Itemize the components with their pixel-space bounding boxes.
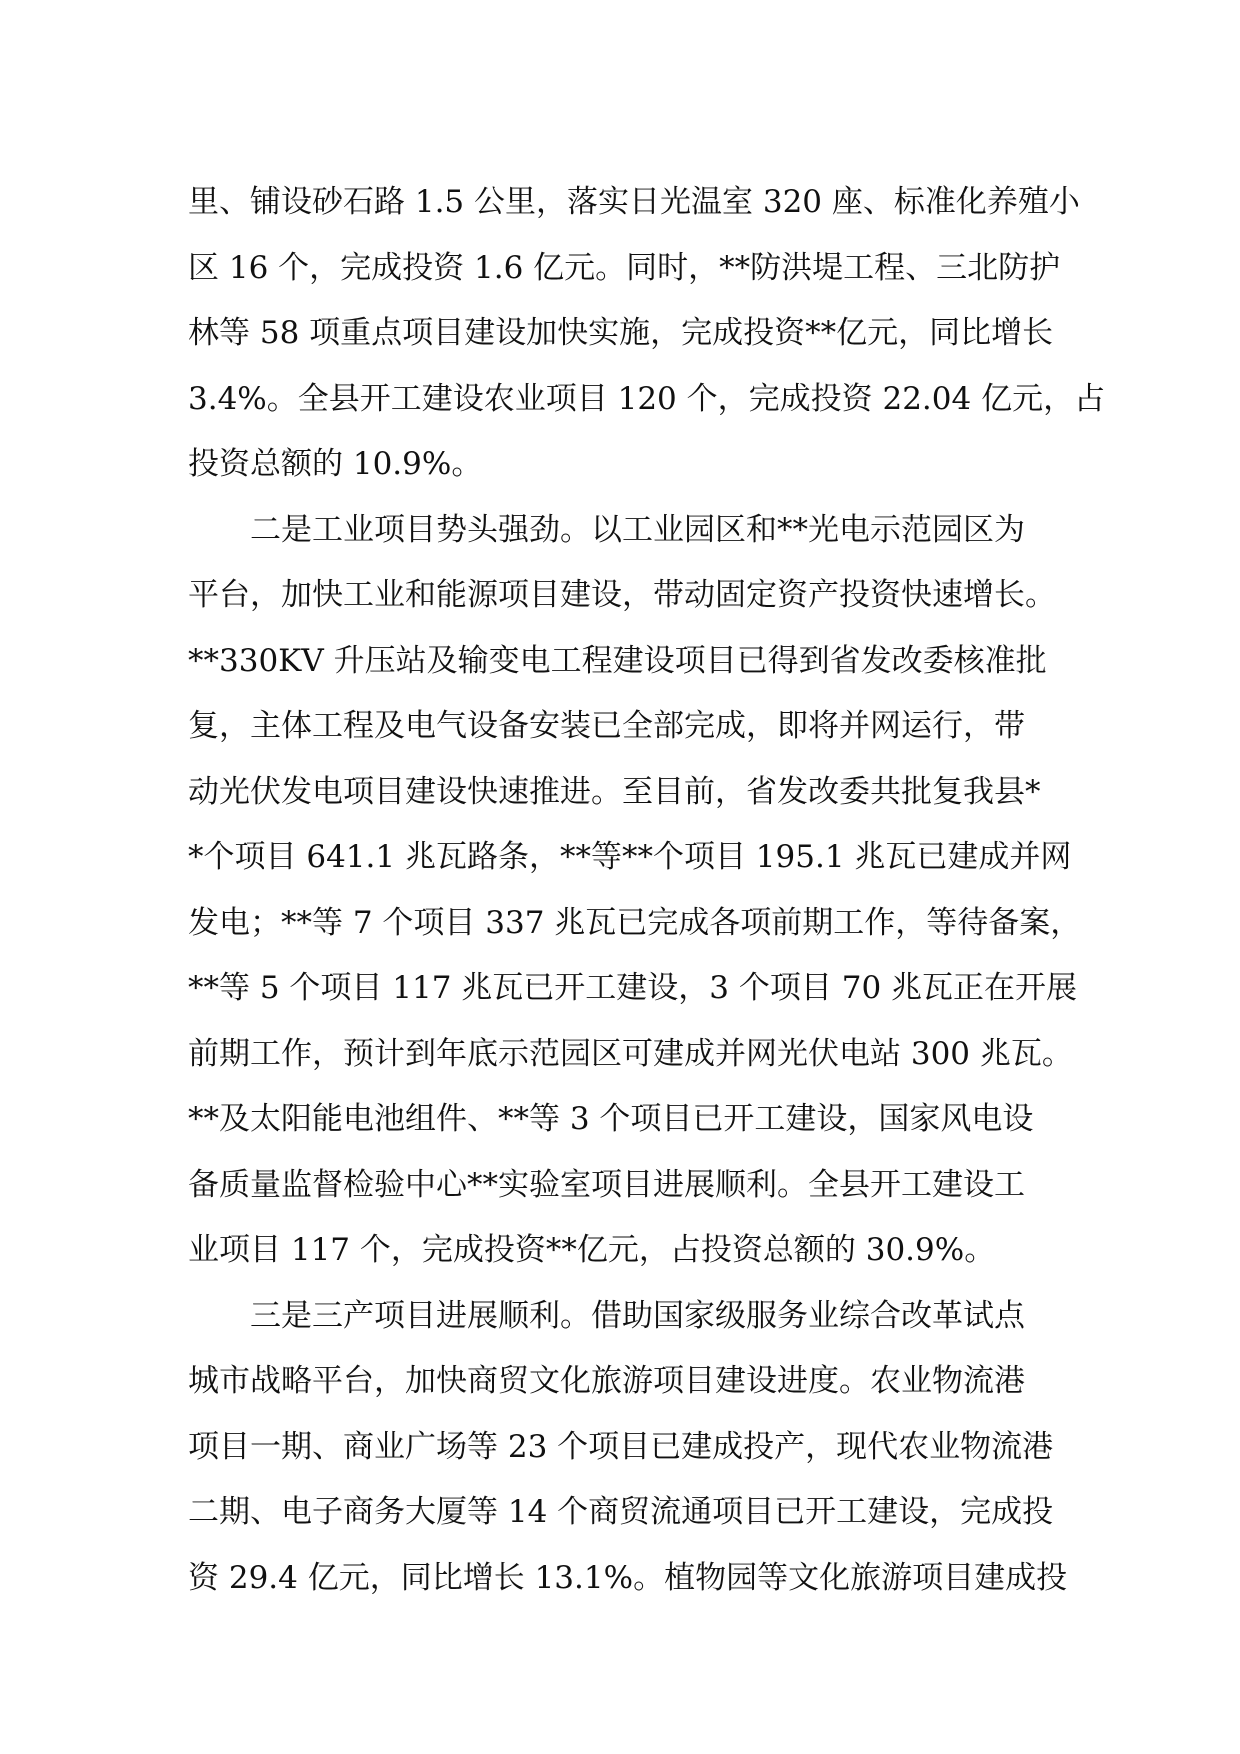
text-line: 区 16 个，完成投资 1.6 亿元。同时，**防洪堤工程、三北防护 <box>188 249 1061 286</box>
text-line: 备质量监督检验中心**实验室项目进展顺利。全县开工建设工 <box>188 1166 1025 1203</box>
text-line: 二期、电子商务大厦等 14 个商贸流通项目已开工建设，完成投 <box>188 1494 1054 1530</box>
text-line: 林等 58 项重点项目建设加快实施，完成投资**亿元，同比增长 <box>188 315 1054 351</box>
text-line: **等 5 个项目 117 兆瓦已开工建设，3 个项目 70 兆瓦正在开展 <box>188 970 1078 1006</box>
text-line: *个项目 641.1 兆瓦路条，**等**个项目 195.1 兆瓦已建成并网 <box>188 839 1072 875</box>
text-line: 3.4%。全县开工建设农业项目 120 个，完成投资 22.04 亿元，占 <box>188 380 1106 417</box>
paragraph-industrial-projects <box>188 498 1082 1284</box>
text-line: 前期工作，预计到年底示范园区可建成并网光伏电站 300 兆瓦。 <box>188 1035 1073 1072</box>
text-line: 三是三产项目进展顺利。借助国家级服务业综合改革试点 <box>250 1297 1025 1334</box>
text-line: 二是工业项目势头强劲。以工业园区和**光电示范园区为 <box>250 511 1025 548</box>
text-line: 里、铺设砂石路 1.5 公里，落实日光温室 320 座、标准化养殖小 <box>188 184 1080 220</box>
paragraph-tertiary-projects <box>188 1284 1068 1612</box>
body-text <box>188 170 1106 1611</box>
text-line: 发电；**等 7 个项目 337 兆瓦已完成各项前期工作，等待备案， <box>188 904 1082 941</box>
text-line: **及太阳能电池组件、**等 3 个项目已开工建设，国家风电设 <box>188 1101 1034 1137</box>
text-line: **330KV 升压站及输变电工程建设项目已得到省发改委核准批 <box>188 642 1047 679</box>
text-line: 项目一期、商业广场等 23 个项目已建成投产，现代农业物流港 <box>188 1428 1054 1465</box>
text-line: 复，主体工程及电气设备安装已全部完成，即将并网运行，带 <box>188 708 1025 744</box>
text-line: 平台，加快工业和能源项目建设，带动固定资产投资快速增长。 <box>188 577 1056 613</box>
text-line: 动光伏发电项目建设快速推进。至目前，省发改委共批复我县* <box>188 773 1041 810</box>
text-line: 资 29.4 亿元，同比增长 13.1%。植物园等文化旅游项目建成投 <box>188 1559 1068 1596</box>
text-line: 业项目 117 个，完成投资**亿元，占投资总额的 30.9%。 <box>188 1232 996 1268</box>
paragraph-agriculture-continued <box>188 170 1106 498</box>
text-line: 城市战略平台，加快商贸文化旅游项目建设进度。农业物流港 <box>188 1363 1025 1399</box>
text-line: 投资总额的 10.9%。 <box>188 446 483 482</box>
